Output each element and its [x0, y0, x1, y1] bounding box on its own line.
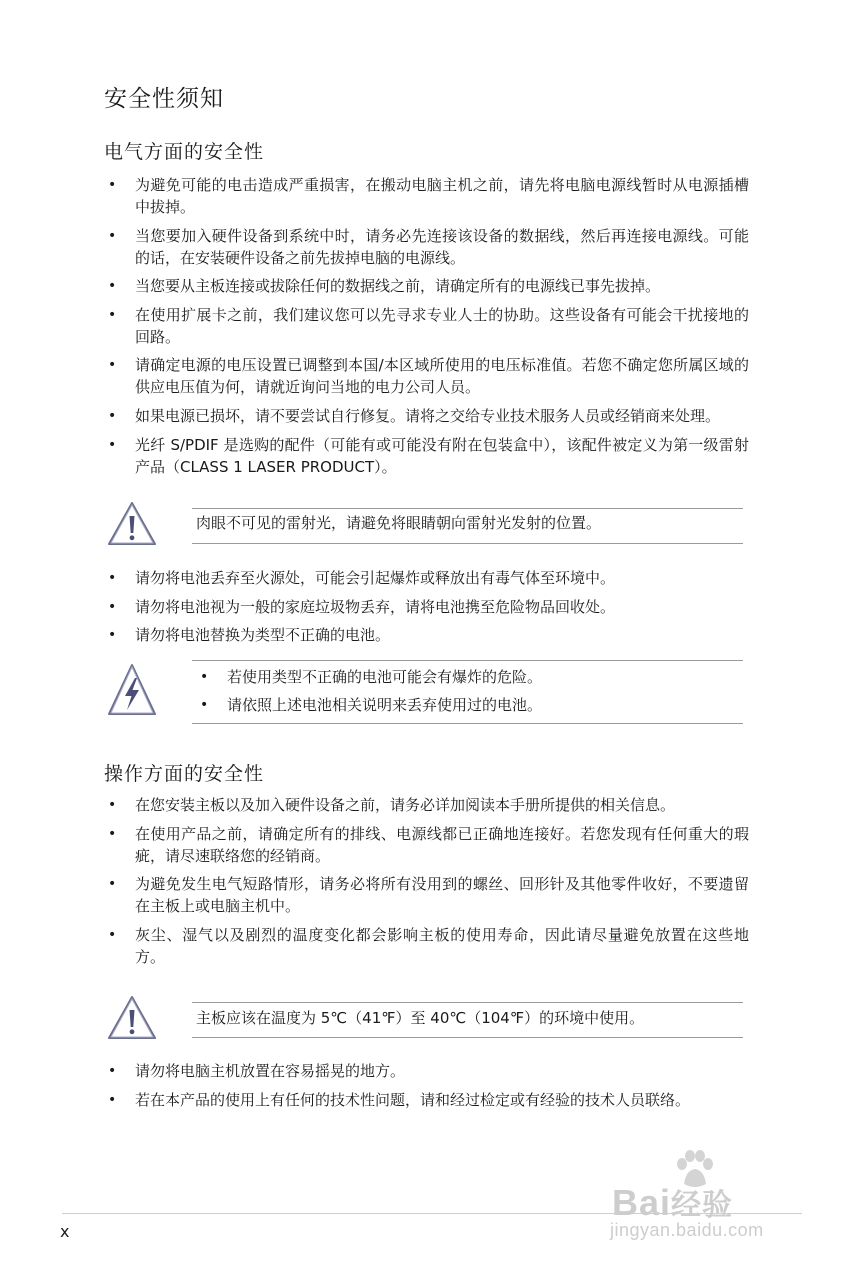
temperature-caution-text: 主板应该在温度为 5℃（41℉）至 40℃（104℉）的环境中使用。	[196, 1009, 645, 1027]
list-item: • 请确定电源的电压设置已调整到本国/本区域所使用的电压标准值。若您不确定您所属区域的供应电压值为何，请就近询问当地的电力公司人员。	[104, 354, 749, 398]
battery-safety-list	[104, 567, 749, 653]
list-item: • 请勿将电池替换为类型不正确的电池。	[104, 624, 749, 646]
list-item: • 在您安装主板以及加入硬件设备之前，请务必详加阅读本手册所提供的相关信息。	[104, 794, 749, 816]
list-item: • 为避免发生电气短路情形，请务必将所有没用到的螺丝、回形针及其他零件收好，不要遗留在主板上或电脑主机中。	[104, 873, 749, 917]
page-title: 安全性须知	[104, 86, 224, 112]
note-rule-bottom	[192, 1037, 743, 1038]
page-number: x	[60, 1222, 70, 1241]
list-item: • 请依照上述电池相关说明来丢弃使用过的电池。	[196, 694, 542, 716]
list-item: • 在使用产品之前，请确定所有的排线、电源线都已正确地连接好。若您发现有任何重大的瑕疵，请尽速联络您的经销商。	[104, 823, 749, 867]
placement-safety-list	[104, 1060, 749, 1117]
list-item: • 若在本产品的使用上有任何的技术性问题，请和经过检定或有经验的技术人员联络。	[104, 1089, 749, 1111]
list-item: • 请勿将电脑主机放置在容易摇晃的地方。	[104, 1060, 749, 1082]
list-item: • 当您要加入硬件设备到系统中时，请务必先连接该设备的数据线，然后再连接电源线。可能的话，在安装硬件设备之前先拔掉电脑的电源线。	[104, 225, 749, 269]
list-item: • 当您要从主板连接或拔除任何的数据线之前，请确定所有的电源线已事先拔掉。	[104, 275, 749, 297]
electrical-safety-list	[104, 174, 749, 484]
lightning-triangle-icon	[106, 662, 158, 718]
laser-caution-note	[106, 500, 743, 552]
list-item: • 请勿将电池丢弃至火源处，可能会引起爆炸或释放出有毒气体至环境中。	[104, 567, 749, 589]
caution-triangle-icon	[106, 500, 158, 548]
caution-triangle-icon	[106, 994, 158, 1042]
section-heading-electrical: 电气方面的安全性	[104, 141, 265, 163]
baidu-watermark	[582, 1150, 802, 1250]
list-item: • 灰尘、湿气以及剧烈的温度变化都会影响主板的使用寿命，因此请尽量避免放置在这些地方。	[104, 924, 749, 968]
note-rule-bottom	[192, 723, 743, 724]
battery-warning-note	[106, 656, 743, 726]
note-rule-bottom	[192, 543, 743, 544]
note-rule-top	[192, 508, 743, 509]
watermark-url: jingyan.baidu.com	[610, 1220, 764, 1240]
note-rule-top	[192, 1002, 743, 1003]
list-item: • 如果电源已损坏，请不要尝试自行修复。请将之交给专业技术服务人员或经销商来处理。	[104, 405, 749, 427]
battery-warning-list	[196, 666, 542, 722]
list-item: • 为避免可能的电击造成严重损害，在搬动电脑主机之前，请先将电脑电源线暂时从电源插槽中拔掉。	[104, 174, 749, 218]
watermark-brand: Bai经验	[612, 1182, 734, 1223]
list-item: • 光纤 S/PDIF 是选购的配件（可能有或可能没有附在包装盒中），该配件被定义为第一级雷射产品（CLASS 1 LASER PRODUCT）。	[104, 434, 749, 478]
laser-caution-text: 肉眼不可见的雷射光，请避免将眼睛朝向雷射光发射的位置。	[196, 514, 602, 532]
section-heading-operation: 操作方面的安全性	[104, 763, 265, 785]
list-item: • 请勿将电池视为一般的家庭垃圾物丢弃，请将电池携至危险物品回收处。	[104, 596, 749, 618]
temperature-caution-note	[106, 994, 743, 1046]
note-rule-top	[192, 660, 743, 661]
operation-safety-list	[104, 794, 749, 974]
list-item: • 若使用类型不正确的电池可能会有爆炸的危险。	[196, 666, 542, 688]
list-item: • 在使用扩展卡之前，我们建议您可以先寻求专业人士的协助。这些设备有可能会干扰接地的回路。	[104, 304, 749, 348]
